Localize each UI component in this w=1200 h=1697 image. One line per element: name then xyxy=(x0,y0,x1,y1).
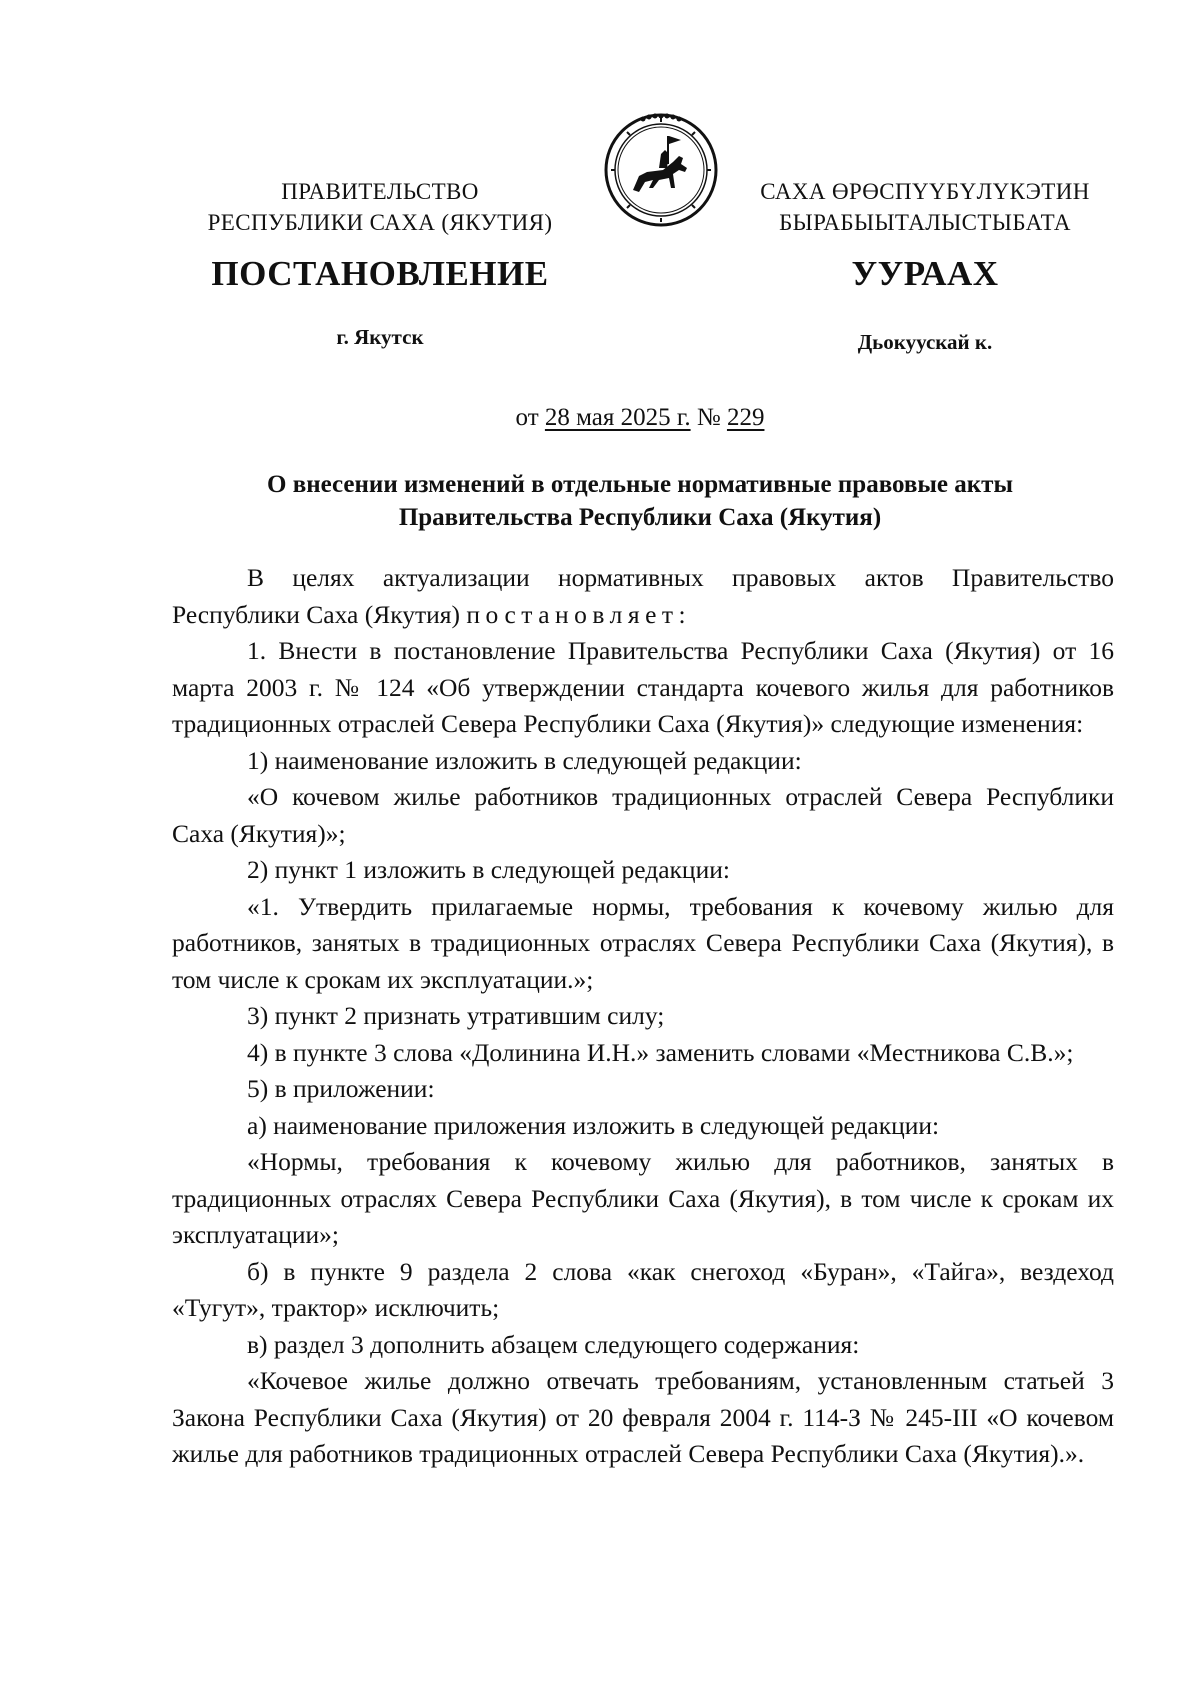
intro-text: В целях актуализации нормативных правовых актов Правительство Республики Саха (Якутия) xyxy=(172,563,1114,629)
issuer-ru xyxy=(150,176,610,238)
body-paragraph: 5) в приложении: xyxy=(247,1074,435,1103)
body-paragraph: 1. Внести в постановление Правительства Республики Саха (Якутия) от 16 марта 2003 г. № 124 «Об утверждении стандарта кочевого жилья для работников традиционных отраслей Севера Республики Саха (Якутия)» следующие изменения: xyxy=(172,636,1114,738)
body-paragraph: в) раздел 3 дополнить абзацем следующего содержания: xyxy=(247,1329,860,1359)
issuer-ru-line1: ПРАВИТЕЛЬСТВО xyxy=(281,179,479,204)
issuer-sakha-line1: САХА ӨРӨСПҮҮБҮЛҮКЭТИН xyxy=(760,179,1090,204)
body-paragraph: «О кочевом жилье работников традиционных отраслей Севера Республики Саха (Якутия)»; xyxy=(172,782,1114,848)
date-number-line xyxy=(150,404,1130,432)
body-paragraph: 3) пункт 2 признать утратившим силу; xyxy=(247,1001,665,1030)
doc-title-line2: Правительства Республики Саха (Якутия) xyxy=(398,504,882,531)
body-intro xyxy=(172,560,1114,633)
doc-number: 229 xyxy=(726,404,765,431)
body-paragraph: 4) в пункте 3 слова «Долинина И.Н.» заменить словами «Местникова С.В.»; xyxy=(247,1037,1074,1067)
yakutia-coat-of-arms-icon xyxy=(603,112,719,228)
city-sakha: Дьокуускай к. xyxy=(857,330,993,354)
body-paragraph: 2) пункт 1 изложить в следующей редакции: xyxy=(247,855,730,884)
body-paragraph: «Кочевое жилье должно отвечать требованиям, установленным статьей 3 Закона Республики Саха (Якутия) от 20 февраля 2004 г. 114-З № 245-III «О кочевом жилье для работников традиционных отраслей Севера Республики Саха (Якутия).». xyxy=(172,1366,1114,1468)
number-sign: № xyxy=(690,404,727,431)
city-ru: г. Якутск xyxy=(336,325,424,349)
intro-colon: : xyxy=(678,599,686,629)
body-paragraph: «1. Утвердить прилагаемые нормы, требования к кочевому жилью для работников, занятых в традиционных отраслях Севера Республики Саха (Якутия), в том числе к срокам их эксплуатации.»; xyxy=(172,891,1114,994)
issuer-ru-line2: РЕСПУБЛИКИ САХА (ЯКУТИЯ) xyxy=(207,210,553,235)
body-paragraph: б) в пункте 9 раздела 2 слова «как снегоход «Буран», «Тайга», вездеход «Тугут», трактор» исключить; xyxy=(172,1256,1114,1322)
intro-resolves: постановляет xyxy=(466,599,679,629)
doc-title xyxy=(150,468,1130,534)
doc-body xyxy=(172,560,1114,1473)
doc-type-sakha: УУРААХ xyxy=(851,254,999,293)
date-prefix: от xyxy=(515,404,545,431)
issuer-sakha-line2: БЫРАБЫЫТАЛЫСТЫБАТА xyxy=(779,210,1071,235)
coat-of-arms xyxy=(603,112,719,228)
body-paragraph: «Нормы, требования к кочевому жилью для работников, занятых в традиционных отраслях Севера Республики Саха (Якутия), в том числе к срокам их эксплуатации»; xyxy=(172,1147,1114,1249)
body-paragraph: 1) наименование изложить в следующей редакции: xyxy=(247,745,802,775)
issuer-sakha xyxy=(720,176,1130,238)
doc-title-line1: О внесении изменений в отдельные нормативные правовые акты xyxy=(267,471,1013,498)
date-value: 28 мая 2025 г. xyxy=(544,404,691,431)
doc-type-ru: ПОСТАНОВЛЕНИЕ xyxy=(211,254,549,293)
body-paragraph: а) наименование приложения изложить в следующей редакции: xyxy=(247,1110,940,1140)
